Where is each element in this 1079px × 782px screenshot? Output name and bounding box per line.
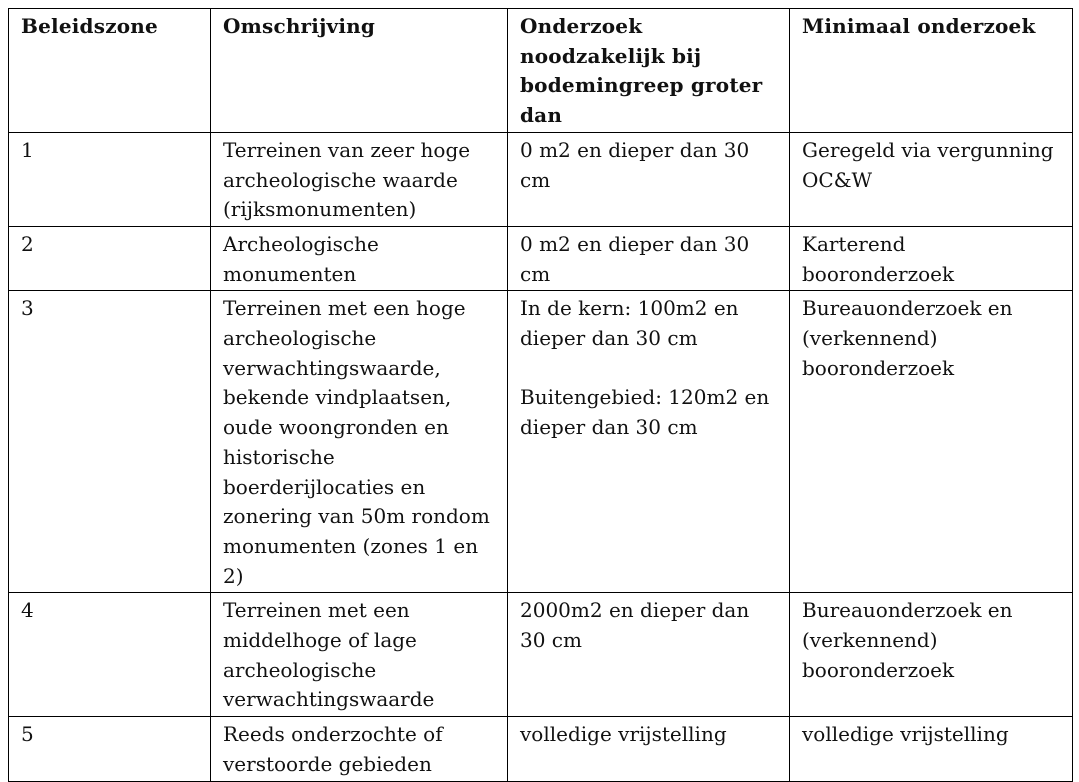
table-row — [9, 226, 1073, 290]
cell-threshold: 0 m2 en dieper dan 30 cm — [508, 226, 790, 290]
policy-zones-table — [8, 8, 1073, 782]
cell-research: Bureauonderzoek en (verkennend) booronderzoek — [790, 291, 1073, 593]
table-row — [9, 593, 1073, 717]
cell-research: Karterend booronderzoek — [790, 226, 1073, 290]
table-row — [9, 132, 1073, 226]
cell-research: volledige vrijstelling — [790, 717, 1073, 781]
cell-description: Terreinen met een middelhoge of lage archeologische verwachtingswaarde — [211, 593, 508, 717]
cell-zone: 4 — [9, 593, 211, 717]
header-omschrijving: Omschrijving — [211, 9, 508, 133]
cell-description: Reeds onderzochte of verstoorde gebieden — [211, 717, 508, 781]
cell-research: Bureauonderzoek en (verkennend) booronderzoek — [790, 593, 1073, 717]
table-row — [9, 291, 1073, 593]
header-onderzoek-noodzakelijk: Onderzoek noodzakelijk bij bodemingreep groter dan — [508, 9, 790, 133]
cell-threshold: In de kern: 100m2 en dieper dan 30 cm Buitengebied: 120m2 en dieper dan 30 cm — [508, 291, 790, 593]
cell-zone: 1 — [9, 132, 211, 226]
document-page — [8, 8, 1073, 782]
header-minimaal-onderzoek: Minimaal onderzoek — [790, 9, 1073, 133]
table-header-row — [9, 9, 1073, 133]
cell-description: Archeologische monumenten — [211, 226, 508, 290]
cell-description: Terreinen met een hoge archeologische verwachtingswaarde, bekende vindplaatsen, oude woongronden en historische boerderijlocaties en zonering van 50m rondom monumenten (zones 1 en 2) — [211, 291, 508, 593]
table-row — [9, 717, 1073, 781]
header-beleidszone: Beleidszone — [9, 9, 211, 133]
cell-zone: 2 — [9, 226, 211, 290]
cell-zone: 5 — [9, 717, 211, 781]
cell-research: Geregeld via vergunning OC&W — [790, 132, 1073, 226]
cell-description: Terreinen van zeer hoge archeologische waarde (rijksmonumenten) — [211, 132, 508, 226]
cell-threshold: 0 m2 en dieper dan 30 cm — [508, 132, 790, 226]
cell-threshold: volledige vrijstelling — [508, 717, 790, 781]
cell-threshold: 2000m2 en dieper dan 30 cm — [508, 593, 790, 717]
cell-zone: 3 — [9, 291, 211, 593]
